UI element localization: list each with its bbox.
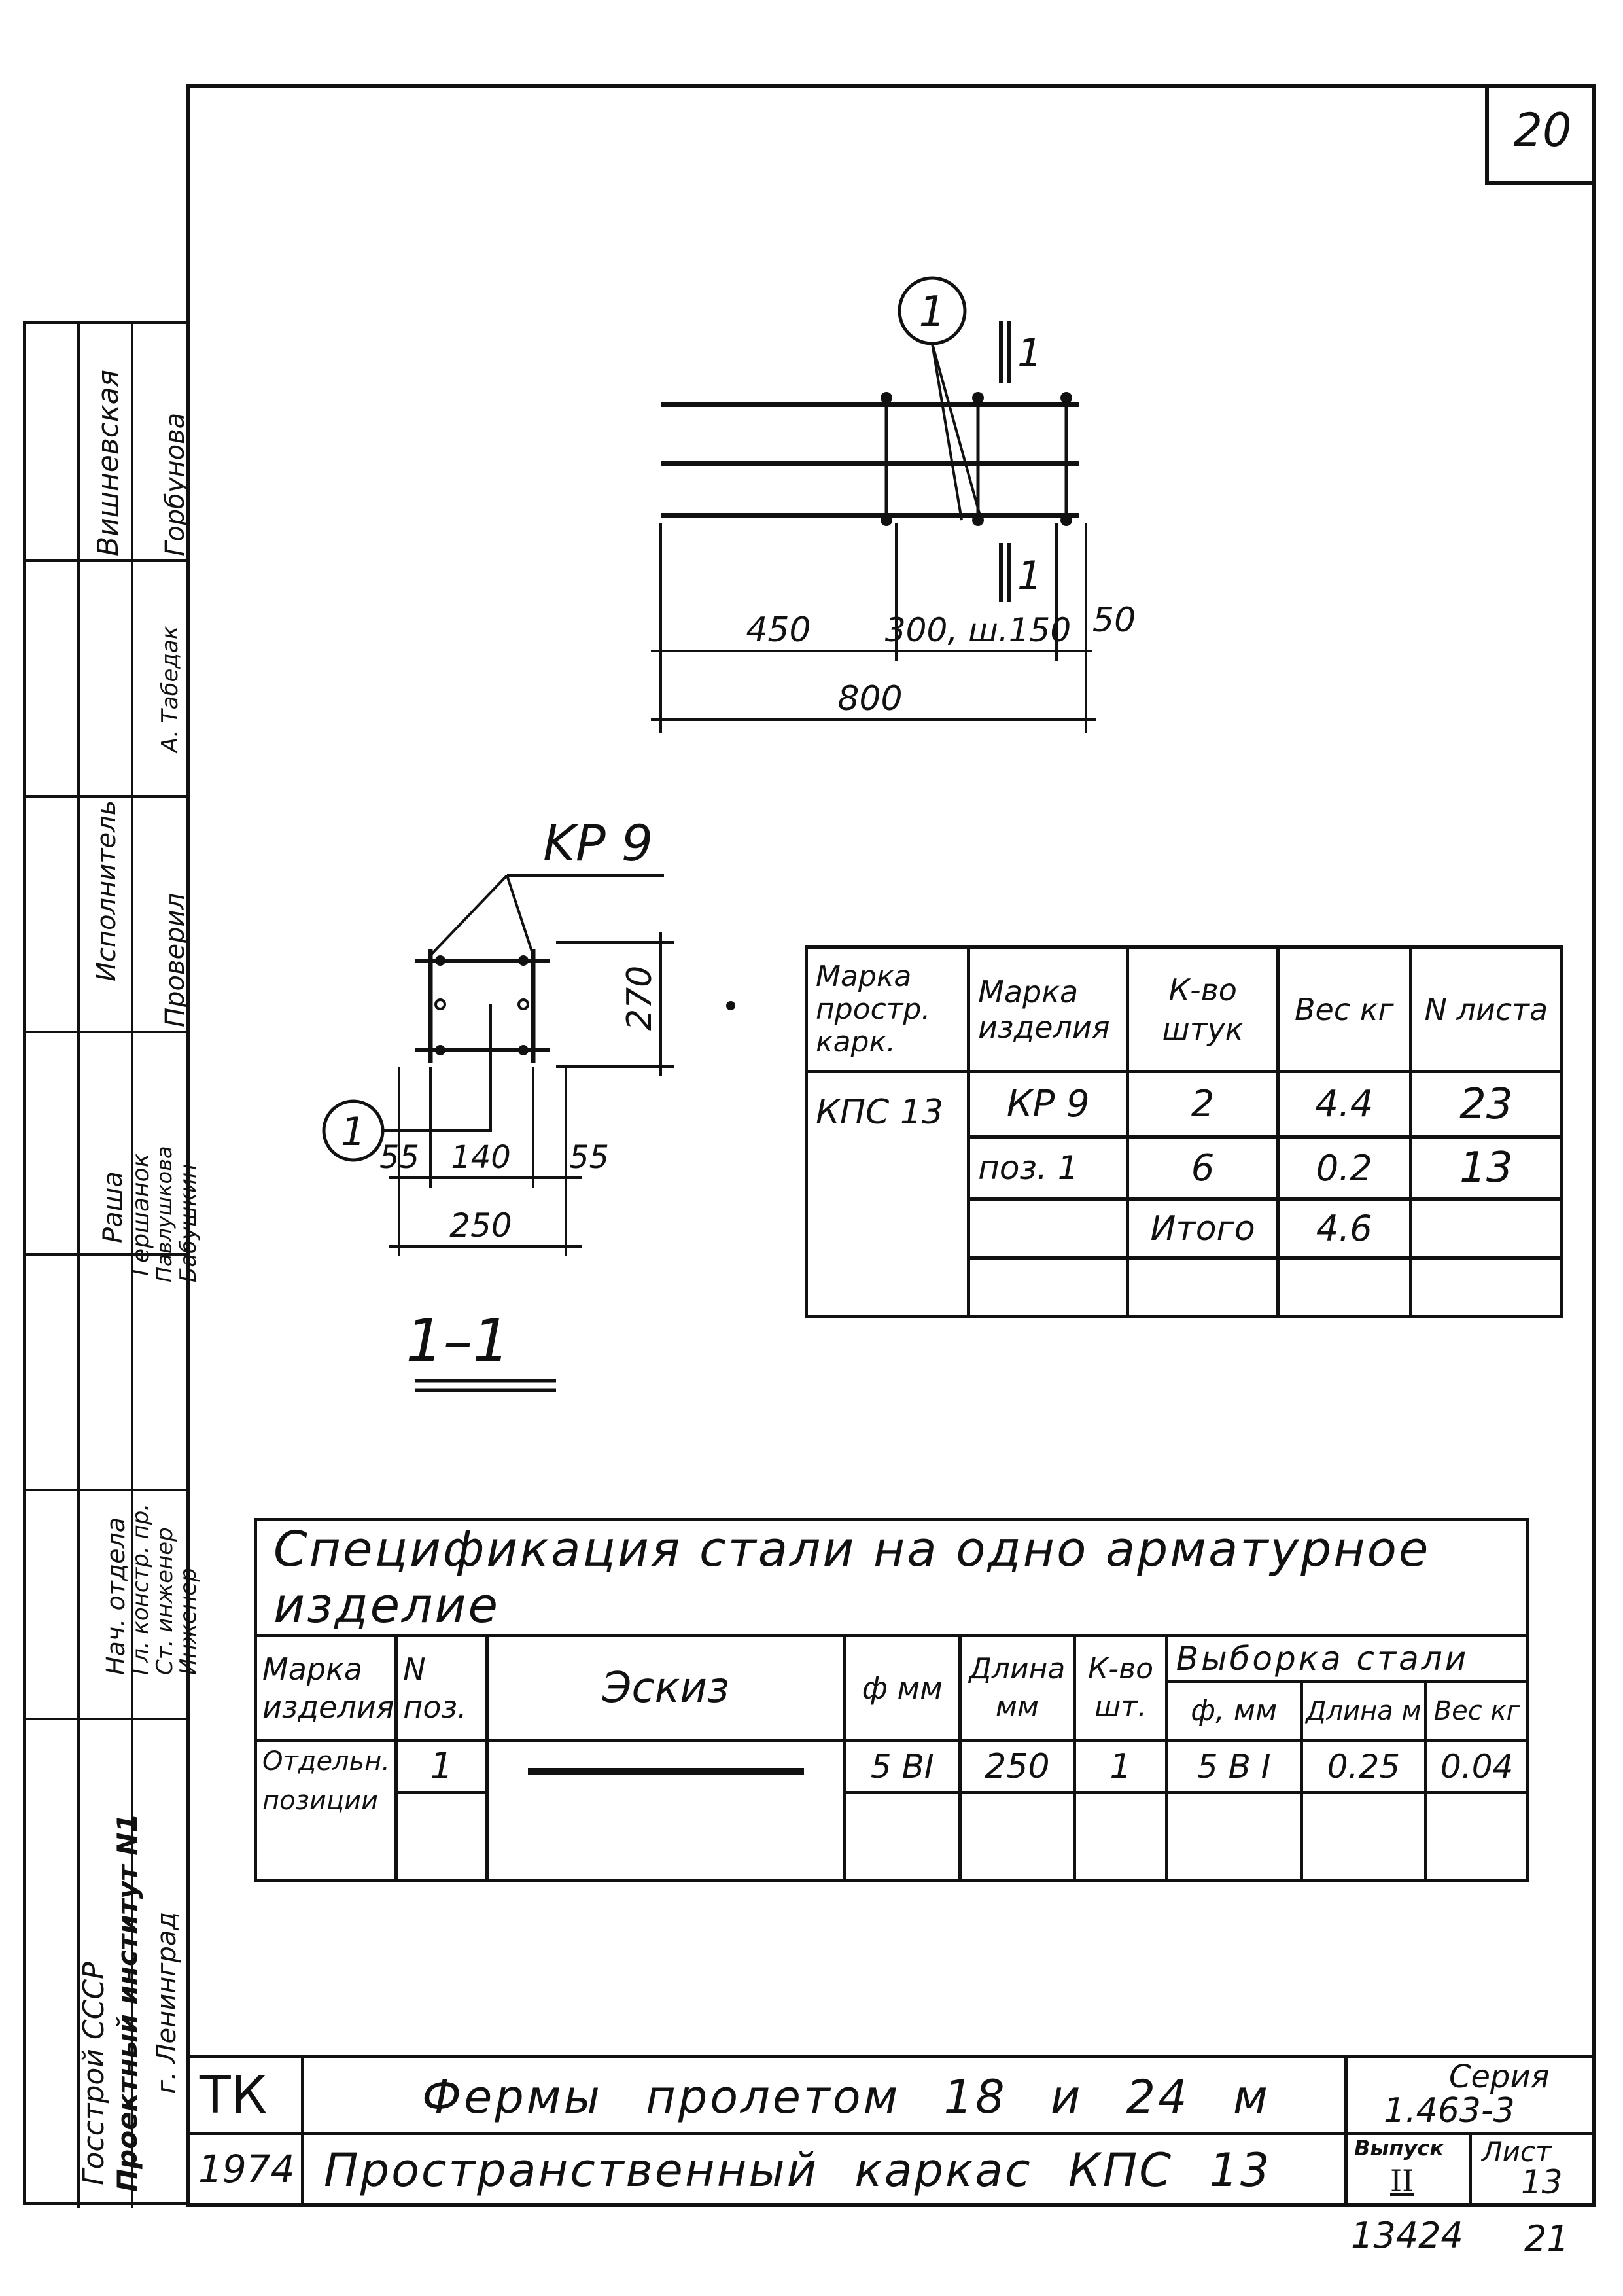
title-block-sheet-value: 13 [1521, 2163, 1563, 2201]
section-drawing [307, 805, 700, 1420]
side-stamp-col3-top: Вишневская [92, 369, 125, 556]
side-stamp-name-4: Бабушкин [175, 1163, 201, 1282]
title-block-code: ТК [200, 2066, 268, 2125]
spec-header-sel-length: Длина м [1301, 1682, 1426, 1740]
frame-table-row2-weight: 0.2 [1278, 1137, 1410, 1199]
spec-row-pos: 1 [396, 1740, 487, 1793]
spec-empty-5 [1166, 1793, 1301, 1881]
title-block-left-divider [301, 2058, 304, 2207]
section-callout-label: 1 [340, 1109, 366, 1155]
frame-table-header-item-mark: Марка изделия [969, 947, 1128, 1072]
section-rebar-dot-6 [518, 1045, 529, 1055]
spec-row-mark: Отдельн. позиции [256, 1740, 396, 1881]
spec-row-sel-weight: 0.04 [1426, 1740, 1528, 1793]
section-rebar-dot-5 [435, 1045, 445, 1055]
frame-table-header-weight: Вес кг [1278, 947, 1410, 1072]
frame-table-total-sheet-empty [1410, 1199, 1562, 1258]
spec-empty-3 [960, 1793, 1075, 1881]
spec-header-mark: Марка изделия [256, 1636, 396, 1740]
frame-table-frame-mark: КПС 13 [807, 1072, 969, 1317]
side-stamp-row-line-5 [26, 1489, 186, 1491]
title-block-issue-label: Выпуск [1354, 2136, 1444, 2161]
spec-header-sel-weight: Вес кг [1426, 1682, 1528, 1740]
title-block-issue-divider [1469, 2132, 1472, 2207]
spec-empty-4 [1075, 1793, 1167, 1881]
section-rebar-dot-2 [518, 955, 529, 966]
spec-empty-1 [396, 1793, 487, 1881]
frame-table-total-empty [969, 1199, 1128, 1258]
title-block-mid-line [186, 2132, 1596, 2135]
side-stamp-col-line-1 [77, 324, 80, 2208]
title-block [186, 2055, 1596, 2207]
title-block-year: 1974 [198, 2147, 295, 2191]
section-title: 1–1 [406, 1307, 510, 1375]
spec-row-length: 250 [960, 1740, 1075, 1793]
side-stamp-row-line-1 [26, 559, 186, 562]
side-stamp-col3-mid: А. Табедак [157, 626, 183, 752]
title-block-line1: Фермы пролетом 18 и 24 м [422, 2070, 1270, 2124]
side-stamp-role-3: Ст. инженер [152, 1527, 178, 1675]
plan-node-3 [1060, 392, 1072, 404]
spec-row-sketch [487, 1740, 845, 1881]
footer-code: 13424 [1351, 2215, 1463, 2256]
section-height-dim: 270 [620, 965, 659, 1031]
side-stamp-org2: Проектный институт N1 [111, 1813, 143, 2192]
frame-table-header-sheet: N листа [1410, 947, 1562, 1072]
frame-table-empty-2 [1128, 1258, 1278, 1317]
side-stamp-col2-top: Исполнитель [92, 800, 122, 981]
section-rebar-dot-4 [519, 1000, 528, 1009]
spec-header-dia: ф мм [845, 1636, 960, 1740]
plan-callout-label: 1 [918, 288, 946, 336]
spec-header-sketch: Эскиз [487, 1636, 845, 1740]
side-stamp-org3: г. Ленинград [152, 1911, 182, 2094]
side-stamp-col2-bottom: Проверил [160, 892, 190, 1027]
section-dim-250: 250 [449, 1207, 512, 1245]
frame-table-row2-sheet: 13 [1410, 1137, 1562, 1199]
spec-empty-7 [1426, 1793, 1528, 1881]
side-stamp-col3-bottom: Горбунова [160, 412, 190, 556]
spec-table-title: Спецификация стали на одно арматурное изделие [256, 1520, 1528, 1636]
spec-row-qty: 1 [1075, 1740, 1167, 1793]
plan-dim-800: 800 [837, 679, 903, 718]
stray-dot [726, 1001, 735, 1010]
spec-header-pos: N поз. [396, 1636, 487, 1740]
plan-dim-300: 300, ш.150 [884, 611, 1072, 649]
frame-table-header-frame-mark: Марка простр. карк. [807, 947, 969, 1072]
spec-sketch-bar [528, 1768, 804, 1775]
side-stamp-name-3: Павлушкова [152, 1146, 177, 1282]
spec-row-dia: 5 BI [845, 1740, 960, 1793]
section-dim-140: 140 [451, 1139, 511, 1176]
frame-table-row1-sheet: 23 [1410, 1072, 1562, 1137]
page-number-box [1485, 84, 1596, 185]
plan-dim-450: 450 [746, 610, 811, 650]
section-label: KP 9 [543, 814, 654, 872]
frame-table-row2-qty: 6 [1128, 1137, 1278, 1199]
frame-table-total-weight: 4.6 [1278, 1199, 1410, 1258]
plan-node-4 [881, 514, 892, 526]
spec-header-sel-dia: ф, мм [1166, 1682, 1301, 1740]
spec-row-sel-dia: 5 B I [1166, 1740, 1301, 1793]
section-dim-55-left: 55 [379, 1139, 420, 1176]
frame-table-row2-item: поз. 1 [969, 1137, 1128, 1199]
section-dim-55-right: 55 [569, 1139, 610, 1176]
frame-table-empty-3 [1278, 1258, 1410, 1317]
title-block-sheet-label: Лист [1482, 2136, 1552, 2168]
section-rebar-dot-3 [436, 1000, 445, 1009]
plan-section-mark-bot: 1 [1017, 553, 1043, 599]
side-stamp-col-line-2 [131, 324, 133, 978]
frame-table-header-qty: К-во штук [1128, 947, 1278, 1072]
title-block-line2: Пространственный каркас КПС 13 [324, 2144, 1272, 2197]
side-stamp-org1: Госстрой СССР [77, 1962, 111, 2185]
spec-header-selection: Выборка стали [1166, 1636, 1527, 1682]
plan-node-6 [1060, 514, 1072, 526]
spec-empty-6 [1301, 1793, 1426, 1881]
title-block-series-value: 1.463-3 [1384, 2091, 1515, 2130]
frame-table [805, 945, 1563, 1318]
side-stamp-role-4: Инженер [175, 1568, 201, 1675]
side-stamp-name-2: Гершанок [128, 1153, 154, 1276]
footer-page: 21 [1524, 2218, 1569, 2259]
plan-node-2 [972, 392, 984, 404]
plan-dim-50: 50 [1092, 601, 1136, 640]
plan-drawing [621, 262, 1145, 759]
plan-section-mark-top: 1 [1017, 330, 1043, 376]
frame-table-row1-qty: 2 [1128, 1072, 1278, 1137]
spec-header-length: Длина мм [960, 1636, 1075, 1740]
page-number: 20 [1513, 103, 1572, 157]
frame-table-empty-1 [969, 1258, 1128, 1317]
spec-row-sel-length: 0.25 [1301, 1740, 1426, 1793]
side-stamp-row-line-3 [26, 1031, 186, 1033]
spec-table [254, 1518, 1529, 1882]
spec-empty-2 [845, 1793, 960, 1881]
section-rebar-dot-1 [435, 955, 445, 966]
title-block-issue-value: II [1390, 2163, 1414, 2199]
side-stamp-row-line-6 [26, 1718, 186, 1720]
frame-table-row1-weight: 4.4 [1278, 1072, 1410, 1137]
frame-table-row1-item: КР 9 [969, 1072, 1128, 1137]
section-label-leader-1 [430, 875, 507, 955]
frame-table-total-label: Итого [1128, 1199, 1278, 1258]
section-label-leader-2 [507, 875, 533, 955]
side-stamp-row-line-2 [26, 795, 186, 798]
side-stamp-role-2: Гл. констр. пр. [128, 1503, 154, 1675]
title-block-right-divider [1344, 2058, 1348, 2207]
plan-node-5 [972, 514, 984, 526]
plan-node-1 [881, 392, 892, 404]
spec-header-qty: К-во шт. [1075, 1636, 1167, 1740]
side-stamp-role-1: Нач. отдела [101, 1517, 130, 1675]
title-block-series-label: Серия [1449, 2058, 1550, 2095]
frame-table-empty-4 [1410, 1258, 1562, 1317]
side-stamp-name-1: Раша [98, 1171, 128, 1243]
